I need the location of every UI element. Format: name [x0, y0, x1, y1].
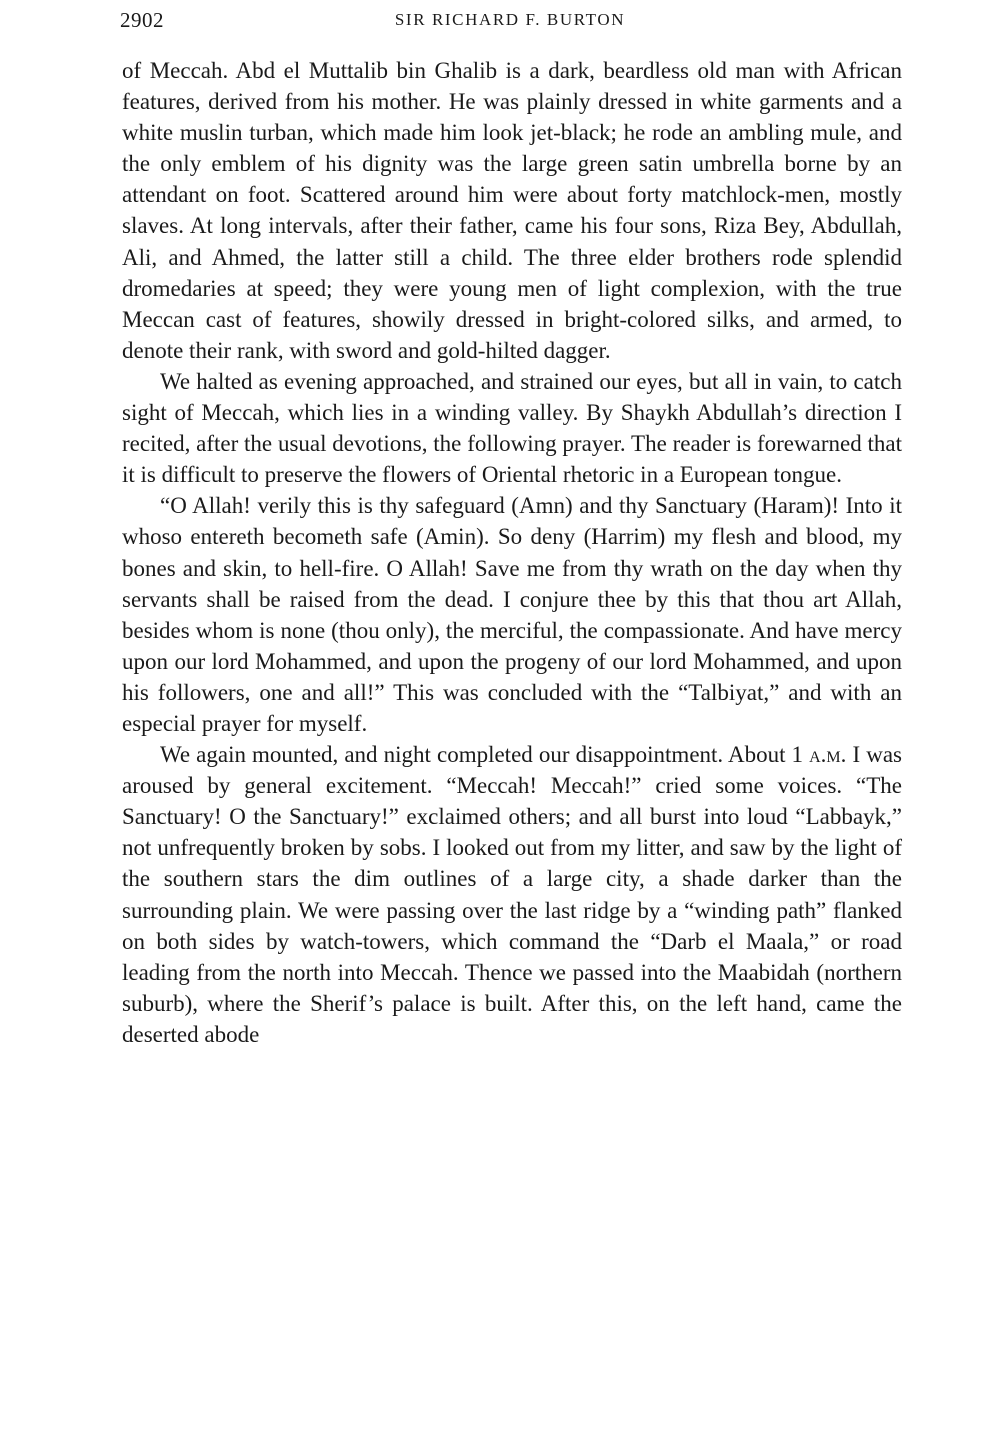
paragraph-2: We halted as evening approached, and strained our eyes, but all in vain, to catch sight of Meccah, which lies in a winding valley. By Shaykh Abdullah’s direction I recited, after the usual devotions, the following prayer. The reader is forewarned that it is difficult to preserve the flowers of Oriental rhetoric in a European tongue. [122, 368, 902, 488]
time-reference: 1 a.m. [791, 742, 847, 768]
page-header [120, 8, 900, 34]
page-number: 2902 [120, 8, 164, 32]
paragraph-3: “O Allah! verily this is thy safeguard (Amn) and thy Sanctuary (Haram)! Into it whoso entereth becometh safe (Amin). So deny (Harrim) my flesh and blood, my bones and skin, to hell-fire. O Allah! Save me from thy wrath on the day when thy servants shall be raised from the dead. I conjure thee by this that thou art Allah, besides whom is none (thou only), the merciful, the compassionate. And have mercy upon our lord Mohammed, and upon the progeny of our lord Mohammed, and upon his followers, one and all!” This was concluded with the “Talbiyat,” and with an especial prayer for myself. [122, 493, 902, 736]
paragraph-4-lead: We again mounted, and night completed our disappointment. About [160, 742, 786, 768]
paragraph-4 [122, 739, 902, 1050]
paragraph-4-rest: I was aroused by general excitement. “Meccah! Meccah!” cried some voices. “The Sanctuary! O the Sanctuary!” exclaimed others; and all burst into loud “Labbayk,” not unfrequently broken by sobs. I looked out from my litter, and saw by the light of the southern stars the dim outlines of a large city, a shade darker than the surrounding plain. We were passing over the last ridge by a “winding path” flanked on both sides by watch-towers, which command the “Darb el Maala,” or road leading from the north into Meccah. Thence we passed into the Maabidah (northern suburb), where the Sherif’s palace is built. After this, on the left hand, came the deserted abode [122, 742, 902, 1047]
running-title: SIR RICHARD F. BURTON [394, 10, 626, 29]
paragraph-1: of Meccah. Abd el Muttalib bin Ghalib is a dark, beardless old man with African features, derived from his mother. He was plainly dressed in white garments and a white muslin turban, which made him look jet-black; he rode an ambling mule, and the only emblem of his dignity was the large green satin umbrella borne by an attendant on foot. Scattered around him were about forty matchlock-men, mostly slaves. At long intervals, after their father, came his four sons, Riza Bey, Abdullah, Ali, and Ahmed, the latter still a child. The three elder brothers rode splendid dromedaries at speed; they were young men of light complexion, with the true Meccan cast of features, showily dressed in bright-colored silks, and armed, to denote their rank, with sword and gold-hilted dagger. [122, 58, 902, 363]
text-body [122, 55, 902, 1050]
